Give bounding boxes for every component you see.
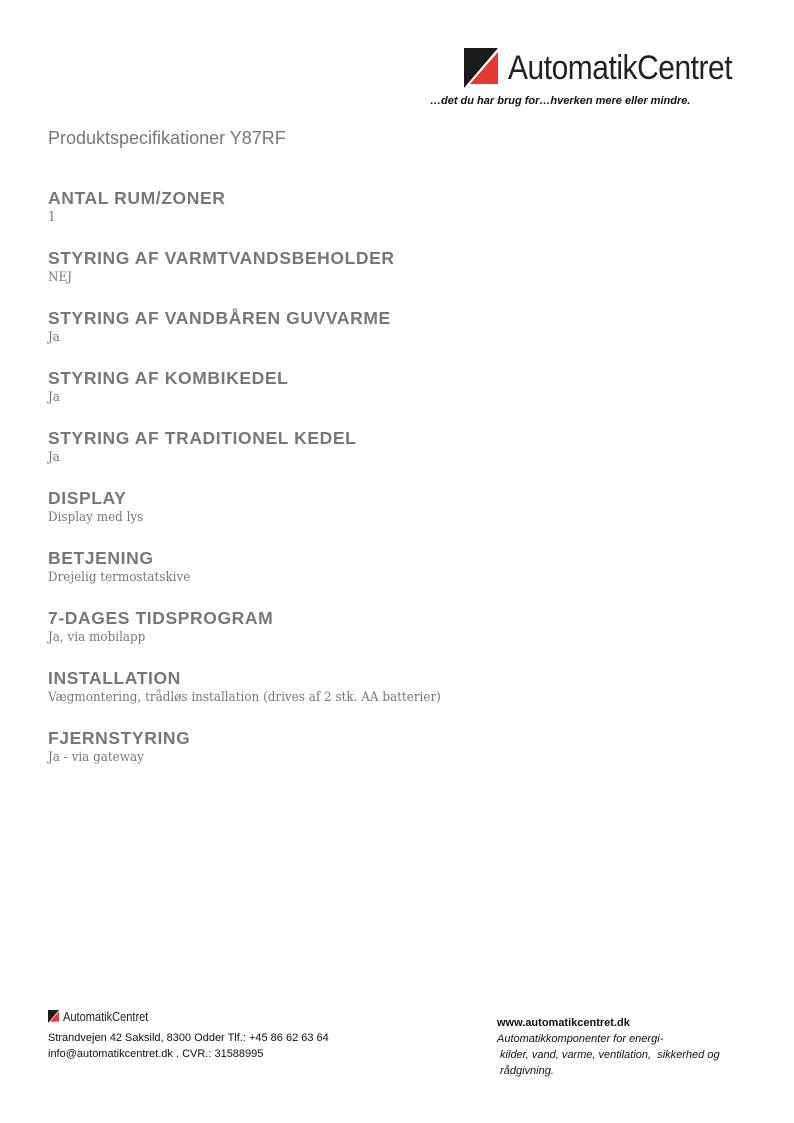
- footer-website-link[interactable]: www.automatikcentret.dk: [497, 1017, 630, 1029]
- footer-info: [497, 1015, 720, 1079]
- spec-value: Ja: [48, 330, 60, 345]
- brand-name: AutomatikCentret: [508, 48, 733, 87]
- spec-list: [48, 187, 475, 787]
- spec-label: FJERNSTYRING: [48, 728, 191, 748]
- spec-label: BETJENING: [48, 548, 154, 568]
- spec-item: [48, 187, 475, 247]
- spec-item: [48, 307, 475, 367]
- footer-email-cvr: info@automatikcentret.dk . CVR.: 31588995: [48, 1048, 264, 1060]
- footer-address: Strandvejen 42 Saksild, 8300 Odder Tlf.: +45 86 62 63 64: [48, 1032, 329, 1044]
- spec-item: [48, 667, 475, 727]
- footer-desc-line: Automatikkomponenter for energi-: [497, 1033, 664, 1045]
- spec-label: INSTALLATION: [48, 668, 181, 688]
- footer-brand-name: AutomatikCentret: [63, 1009, 149, 1024]
- spec-value: Ja: [48, 390, 60, 405]
- spec-label: ANTAL RUM/ZONER: [48, 188, 226, 208]
- brand-logo: [464, 48, 763, 88]
- spec-label: 7-DAGES TIDSPROGRAM: [48, 608, 274, 628]
- spec-item: [48, 367, 475, 427]
- spec-item: [48, 487, 475, 547]
- spec-item: [48, 247, 475, 307]
- footer-desc-line: kilder, vand, varme, ventilation, sikkerhed og: [497, 1049, 720, 1061]
- spec-item: [48, 427, 475, 487]
- spec-value: Display med lys: [48, 510, 144, 525]
- footer-desc-line: rådgivning.: [497, 1065, 554, 1077]
- spec-label: STYRING AF VARMTVANDSBEHOLDER: [48, 248, 395, 268]
- spec-value: 1: [48, 210, 56, 225]
- spec-label: DISPLAY: [48, 488, 127, 508]
- footer-contact: [48, 1030, 329, 1062]
- spec-value: Ja - via gateway: [48, 750, 144, 765]
- spec-item: [48, 547, 475, 607]
- spec-label: STYRING AF VANDBÅREN GUVVARME: [48, 308, 391, 328]
- footer-description: [497, 1031, 720, 1079]
- spec-label: STYRING AF KOMBIKEDEL: [48, 368, 289, 388]
- spec-value: Ja: [48, 450, 60, 465]
- spec-value: Vægmontering, trådløs installation (drives af 2 stk. AA batterier): [48, 690, 441, 705]
- spec-value: Ja, via mobilapp: [48, 630, 146, 645]
- spec-item: [48, 727, 475, 787]
- spec-label: STYRING AF TRADITIONEL KEDEL: [48, 428, 357, 448]
- page-title: Produktspecifikationer Y87RF: [48, 128, 286, 148]
- logo-mark-icon: [464, 48, 498, 88]
- spec-value: NEJ: [48, 270, 72, 285]
- spec-value: Drejelig termostatskive: [48, 570, 191, 585]
- footer-logo: [48, 1009, 163, 1024]
- tagline: …det du har brug for…hverken mere eller mindre.: [430, 95, 691, 107]
- spec-item: [48, 607, 475, 667]
- logo-mark-icon: [48, 1010, 59, 1023]
